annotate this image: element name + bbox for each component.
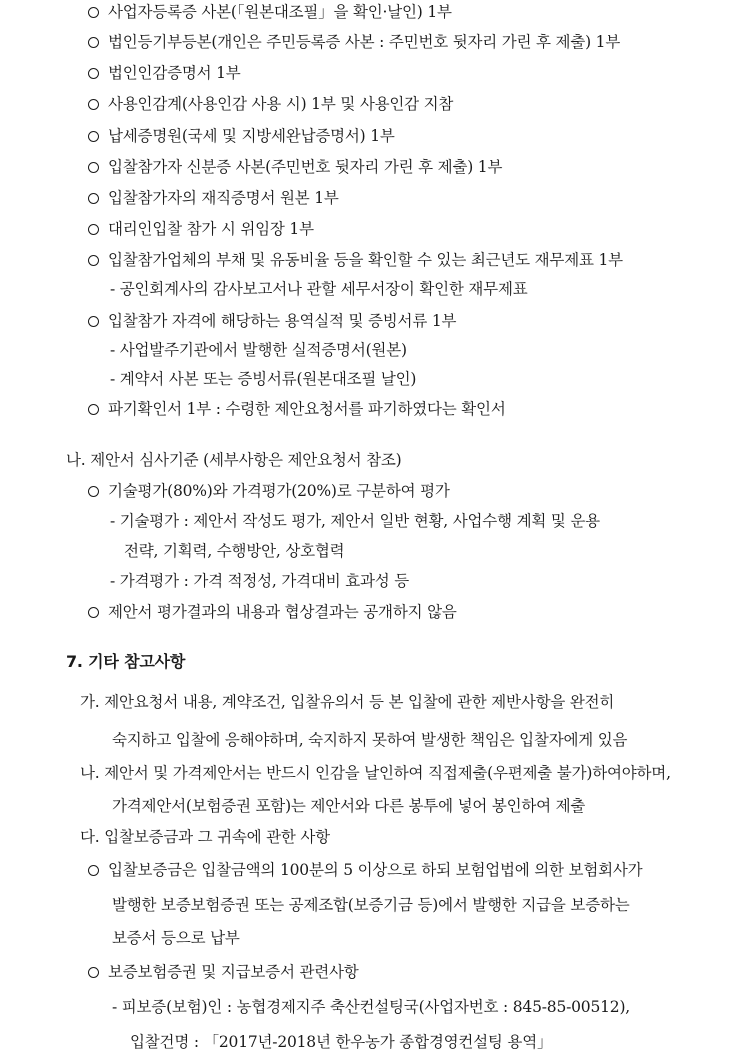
section-7-na-line-1: 나. 제안서 및 가격제안서는 반드시 인감을 날인하여 직접제출(우편제출 불가)하여야하며, <box>80 764 671 782</box>
tech-evaluation-line-1: - 기술평가 : 제안서 작성도 평가, 제안서 일반 현황, 사업수행 계획 및 운용 <box>110 512 600 530</box>
doc-item-power-of-attorney: 대리인입찰 참가 시 위임장 1부 <box>88 217 314 241</box>
guarantee-related-item: 보증보험증권 및 지급보증서 관련사항 <box>88 960 359 984</box>
doc-item-seal-certificate: 법인인감증명서 1부 <box>88 61 241 85</box>
circle-bullet-icon <box>88 68 99 79</box>
circle-bullet-icon <box>88 99 99 110</box>
doc-item-id-copy: 입찰참가자 신분증 사본(주민번호 뒷자리 가린 후 제출) 1부 <box>88 155 502 179</box>
bid-bond-item-line-3: 보증서 등으로 납부 <box>112 929 240 947</box>
section-7-ga-line-1: 가. 제안요청서 내용, 계약조건, 입찰유의서 등 본 입찰에 관한 제반사항을 완전히 <box>80 693 615 711</box>
doc-item-service-experience: 입찰참가 자격에 해당하는 용역실적 및 증빙서류 1부 <box>88 309 456 333</box>
doc-item-business-registration: 사업자등록증 사본(「원본대조필」을 확인·날인) 1부 <box>88 0 452 24</box>
doc-item-financial-statement: 입찰참가업체의 부채 및 유동비율 등을 확인할 수 있는 최근년도 재무제표 1부 <box>88 248 623 272</box>
circle-bullet-icon <box>88 7 99 18</box>
doc-item-destruction-confirmation: 파기확인서 1부 : 수령한 제안요청서를 파기하였다는 확인서 <box>88 397 506 421</box>
circle-bullet-icon <box>88 193 99 204</box>
circle-bullet-icon <box>88 316 99 327</box>
tech-evaluation-line-2: 전략, 기획력, 수행방안, 상호협력 <box>124 542 345 560</box>
doc-sub-audit-report: - 공인회계사의 감사보고서나 관할 세무서장이 확인한 재무제표 <box>110 280 528 298</box>
circle-bullet-icon <box>88 255 99 266</box>
bid-bond-item-line-1: 입찰보증금은 입찰금액의 100분의 5 이상으로 하되 보험업법에 의한 보험회사가 <box>88 858 642 882</box>
bid-title-line: 입찰건명 : 「2017년-2018년 한우농가 종합경영컨설팅 용역」 <box>130 1033 553 1051</box>
section-7-ga-line-2: 숙지하고 입찰에 응해야하며, 숙지하지 못하여 발생한 책임은 입찰자에게 있음 <box>112 731 628 749</box>
circle-bullet-icon <box>88 224 99 235</box>
doc-item-tax-certificate: 납세증명원(국세 및 지방세완납증명서) 1부 <box>88 124 395 148</box>
circle-bullet-icon <box>88 486 99 497</box>
doc-item-employment-certificate: 입찰참가자의 재직증명서 원본 1부 <box>88 186 339 210</box>
section-7-heading: 7. 기타 참고사항 <box>66 652 186 671</box>
bid-bond-item-line-2: 발행한 보증보험증권 또는 공제조합(보증기금 등)에서 발행한 지급을 보증하는 <box>112 896 630 914</box>
circle-bullet-icon <box>88 967 99 978</box>
section-7-da-title: 다. 입찰보증금과 그 귀속에 관한 사항 <box>80 828 330 846</box>
doc-sub-performance-certificate: - 사업발주기관에서 발행한 실적증명서(원본) <box>110 341 407 359</box>
circle-bullet-icon <box>88 607 99 618</box>
section-7-na-line-2: 가격제안서(보험증권 포함)는 제안서와 다른 봉투에 넣어 봉인하여 제출 <box>112 797 586 815</box>
circle-bullet-icon <box>88 131 99 142</box>
circle-bullet-icon <box>88 404 99 415</box>
circle-bullet-icon <box>88 865 99 876</box>
evaluation-ratio-item: 기술평가(80%)와 가격평가(20%)로 구분하여 평가 <box>88 479 450 503</box>
circle-bullet-icon <box>88 37 99 48</box>
doc-item-corporate-registry: 법인등기부등본(개인은 주민등록증 사본 : 주민번호 뒷자리 가린 후 제출) 1부 <box>88 30 620 54</box>
circle-bullet-icon <box>88 162 99 173</box>
doc-sub-contract-copy: - 계약서 사본 또는 증빙서류(원본대조필 날인) <box>110 370 417 388</box>
insured-party-line: - 피보증(보험)인 : 농협경제지주 축산컨설팅국(사업자번호 : 845-85-00512), <box>112 998 631 1016</box>
section-na-title: 나. 제안서 심사기준 (세부사항은 제안요청서 참조) <box>66 451 402 469</box>
price-evaluation-line: - 가격평가 : 가격 적정성, 가격대비 효과성 등 <box>110 572 410 590</box>
evaluation-non-disclosure-item: 제안서 평가결과의 내용과 협상결과는 공개하지 않음 <box>88 600 457 624</box>
doc-item-seal-usage: 사용인감계(사용인감 사용 시) 1부 및 사용인감 지참 <box>88 92 453 116</box>
